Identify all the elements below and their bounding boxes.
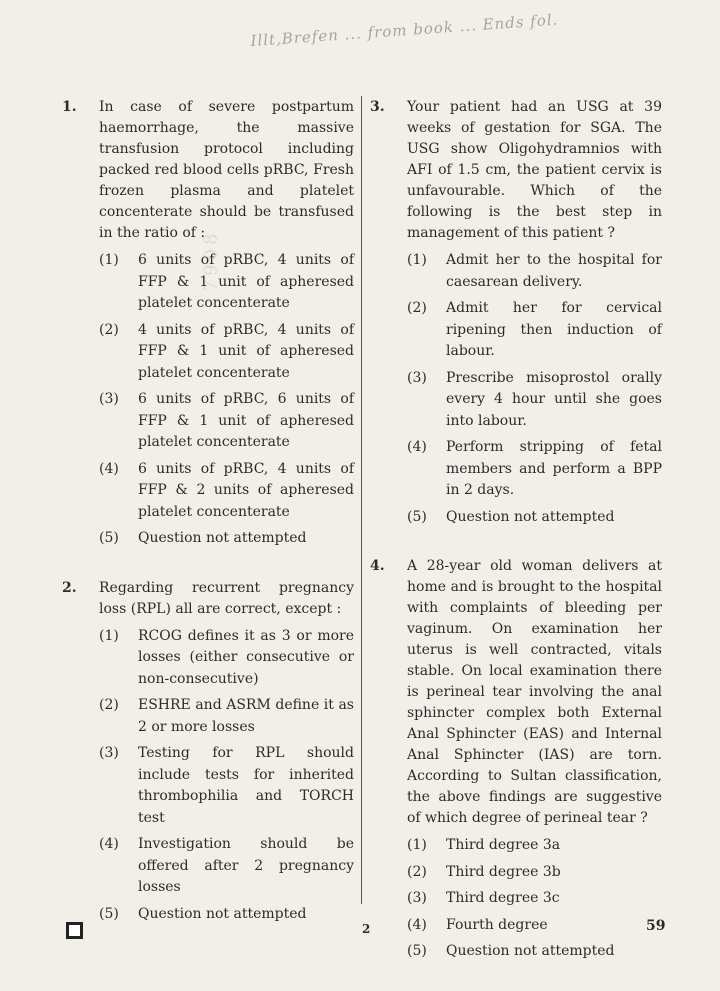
option[interactable] [407,298,662,363]
options-list [99,250,354,550]
option-text: Perform stripping of fetal members and perform a BPP in 2 days. [446,439,662,498]
options-list [99,626,354,926]
question-text: Regarding recurrent pregnancy loss (RPL) all are correct, except : [99,579,354,617]
question-number: 1. [62,99,77,115]
option-text: Testing for RPL should include tests for inherited thrombophilia and TORCH test [138,745,354,826]
option-number: (5) [99,905,119,922]
option-number: (3) [407,369,427,386]
option-number: (4) [407,439,427,455]
option-text: 4 units of pRBC, 4 units of FFP & 1 unit of apheresed platelet concenterate [138,321,354,381]
column-divider [361,96,362,904]
option-number: (3) [99,391,119,407]
option-number: (5) [407,943,427,959]
question-text: Your patient had an USG at 39 weeks of gestation for SGA. The USG show Oligohydramnios with AFI of 1.5 cm, the patient cervix is unfavourable. Which of the following is the best step in management of this patient ? [407,99,662,241]
left-column [62,97,354,953]
option-text: 6 units of pRBC, 4 units of FFP & 2 units of apheresed platelet concenterate [138,460,354,520]
option-text: Admit her to the hospital for caesarean delivery. [446,252,662,290]
option-number: (5) [407,508,427,525]
option-number: (2) [99,697,119,713]
option-text: Third degree 3a [446,837,561,853]
question-1 [62,97,354,550]
option-number: (3) [407,890,427,906]
option-number: (1) [99,627,119,644]
options-list [407,250,662,528]
option[interactable] [99,459,354,524]
option-text: Question not attempted [138,905,307,922]
option-number: (1) [407,837,427,853]
watermark: 7908 [200,229,222,292]
option[interactable] [99,250,354,315]
option-number: (4) [99,460,119,477]
option-text: 6 units of pRBC, 6 units of FFP & 1 unit of apheresed platelet concenterate [138,391,354,450]
question-number: 2. [62,579,77,596]
option[interactable] [407,437,662,502]
option-text: 6 units of pRBC, 4 units of FFP & 1 unit of apheresed platelet concenterate [138,252,354,311]
option[interactable] [99,389,354,454]
option-number: (4) [99,836,119,852]
option-text: Investigation should be offered after 2 pregnancy losses [138,836,354,895]
option-number: (1) [407,252,427,268]
option-text: Third degree 3c [446,890,560,906]
question-4 [370,556,662,963]
question-number: 4. [370,558,385,574]
option-number: (2) [407,863,427,880]
option[interactable] [99,626,354,691]
option-number: (3) [99,745,119,761]
option[interactable] [407,835,662,857]
option-text: Third degree 3b [446,863,561,880]
option[interactable] [99,743,354,829]
question-text: A 28-year old woman delivers at home and is brought to the hospital with complaints of bleeding per vaginum. On examination her uterus is well contracted, vitals stable. On local examination there is perineal tear involving the anal sphincter complex both External Anal Sphincter (EAS) and Internal Anal Sphincter (IAS) are torn. According to Sultan classification, the above findings are suggestive of which degree of perineal tear ? [407,558,662,826]
option[interactable] [99,320,354,385]
option-text: Prescribe misoprostol orally every 4 hour until she goes into labour. [446,369,662,429]
option-number: (1) [99,252,119,268]
option[interactable] [99,528,354,550]
option[interactable] [99,695,354,738]
option-text: Question not attempted [138,530,307,546]
option[interactable] [99,834,354,899]
option-text: Question not attempted [446,508,615,525]
option[interactable] [407,941,662,963]
option-text: ESHRE and ASRM define it as 2 or more losses [138,697,354,735]
option-number: (4) [407,916,427,933]
option[interactable] [407,862,662,884]
option[interactable] [407,507,662,529]
option-number: (2) [99,321,119,338]
option[interactable] [407,888,662,910]
option-number: (2) [407,300,427,316]
handwritten-note: Illt,Brefen ... from book ... Ends fol. [249,10,559,51]
option-text: Admit her for cervical ripening then induction of labour. [446,300,662,359]
question-2 [62,578,354,926]
question-3 [370,97,662,528]
right-column [370,97,662,991]
question-text: In case of severe postpartum haemorrhage, the massive transfusion protocol including packed red blood cells pRBC, Fresh frozen plasma and platelet concenterate should be transfused in the ratio of : [99,99,354,241]
question-number: 3. [370,99,385,115]
option-text: Question not attempted [446,943,615,959]
square-marker-icon [66,922,83,939]
option-text: RCOG defines it as 3 or more losses (either consecutive or non-consecutive) [138,627,354,687]
option[interactable] [99,904,354,926]
booklet-number: 59 [646,918,666,934]
option-text: Fourth degree [446,916,548,933]
option[interactable] [407,250,662,293]
page-number: 2 [362,922,371,936]
option-number: (5) [99,530,119,546]
option[interactable] [407,368,662,433]
options-list [407,835,662,963]
option[interactable] [407,915,662,937]
